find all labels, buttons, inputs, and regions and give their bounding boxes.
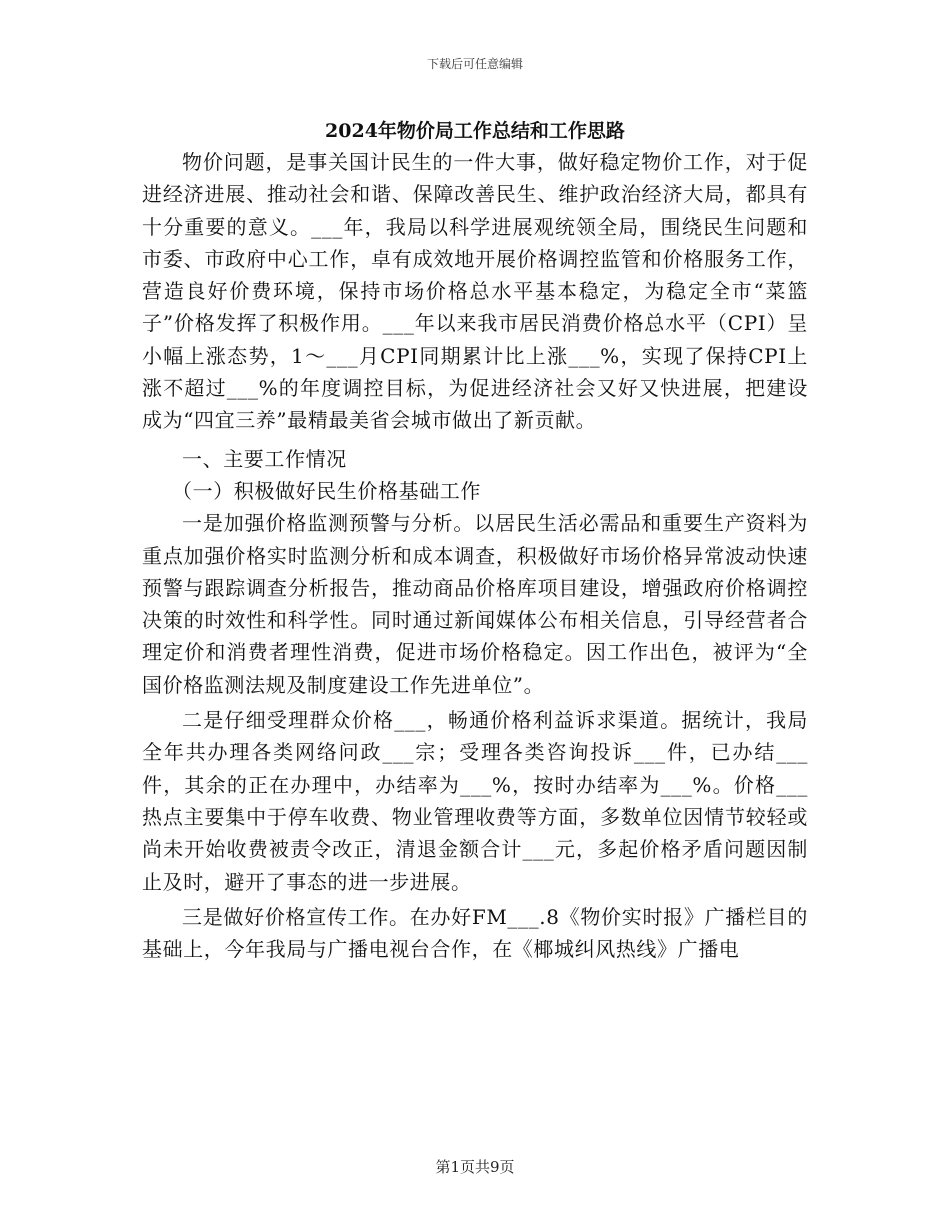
body-paragraph-complaints: 二是仔细受理群众价格___，畅通价格利益诉求渠道。据统计，我局全年共办理各类网络问政___宗；受理各类咨询投诉___件，已办结___件，其余的正在办理中，办结率为___%，按时办结率为___%。价格___热点主要集中于停车收费、物业管理收费等方面，多数单位因情节较轻或尚未开始收费被责令改正，清退金额合计___元，多起价格矛盾问题因制止及时，避开了事态的进一步进展。 [142, 708, 808, 894]
section-heading: 一、主要工作情况 [182, 446, 347, 471]
document-body [142, 146, 808, 965]
page-header-note: 下载后可任意编辑 [426, 57, 523, 71]
body-paragraph-monitoring: 一是加强价格监测预警与分析。以居民生活必需品和重要生产资料为重点加强价格实时监测分析和成本调查，积极做好市场价格异常波动快速预警与跟踪调查分析报告，推动商品价格库项目建设，增强政府价格调控决策的时效性和科学性。同时通过新闻媒体公布相关信息，引导经营者合理定价和消费者理性消费，促进市场价格稳定。因工作出色，被评为“全国价格监测法规及制度建设工作先进单位”。 [142, 511, 808, 697]
document-title: 2024年物价局工作总结和工作思路 [325, 120, 625, 142]
subsection-heading: （一）积极做好民生价格基础工作 [172, 478, 481, 503]
page-number-footer: 第1页共9页 [435, 1158, 515, 1176]
body-paragraph-publicity: 三是做好价格宣传工作。在办好FM___.8《物价实时报》广播栏目的基础上，今年我局与广播电视台合作，在《椰城纠风热线》广播电 [142, 904, 808, 962]
intro-paragraph: 物价问题，是事关国计民生的一件大事，做好稳定物价工作，对于促进经济进展、推动社会和谐、保障改善民生、维护政治经济大局，都具有十分重要的意义。___年，我局以科学进展观统领全局，围绕民生问题和市委、市政府中心工作，卓有成效地开展价格调控监管和价格服务工作，营造良好价费环境，保持市场价格总水平基本稳定，为稳定全市“菜篮子”价格发挥了积极作用。___年以来我市居民消费价格总水平（CPI）呈小幅上涨态势，1～___月CPI同期累计比上涨___%，实现了保持CPI上涨不超过___%的年度调控目标，为促进经济社会又好又快进展，把建设成为“四宜三养”最精最美省会城市做出了新贡献。 [142, 150, 808, 433]
